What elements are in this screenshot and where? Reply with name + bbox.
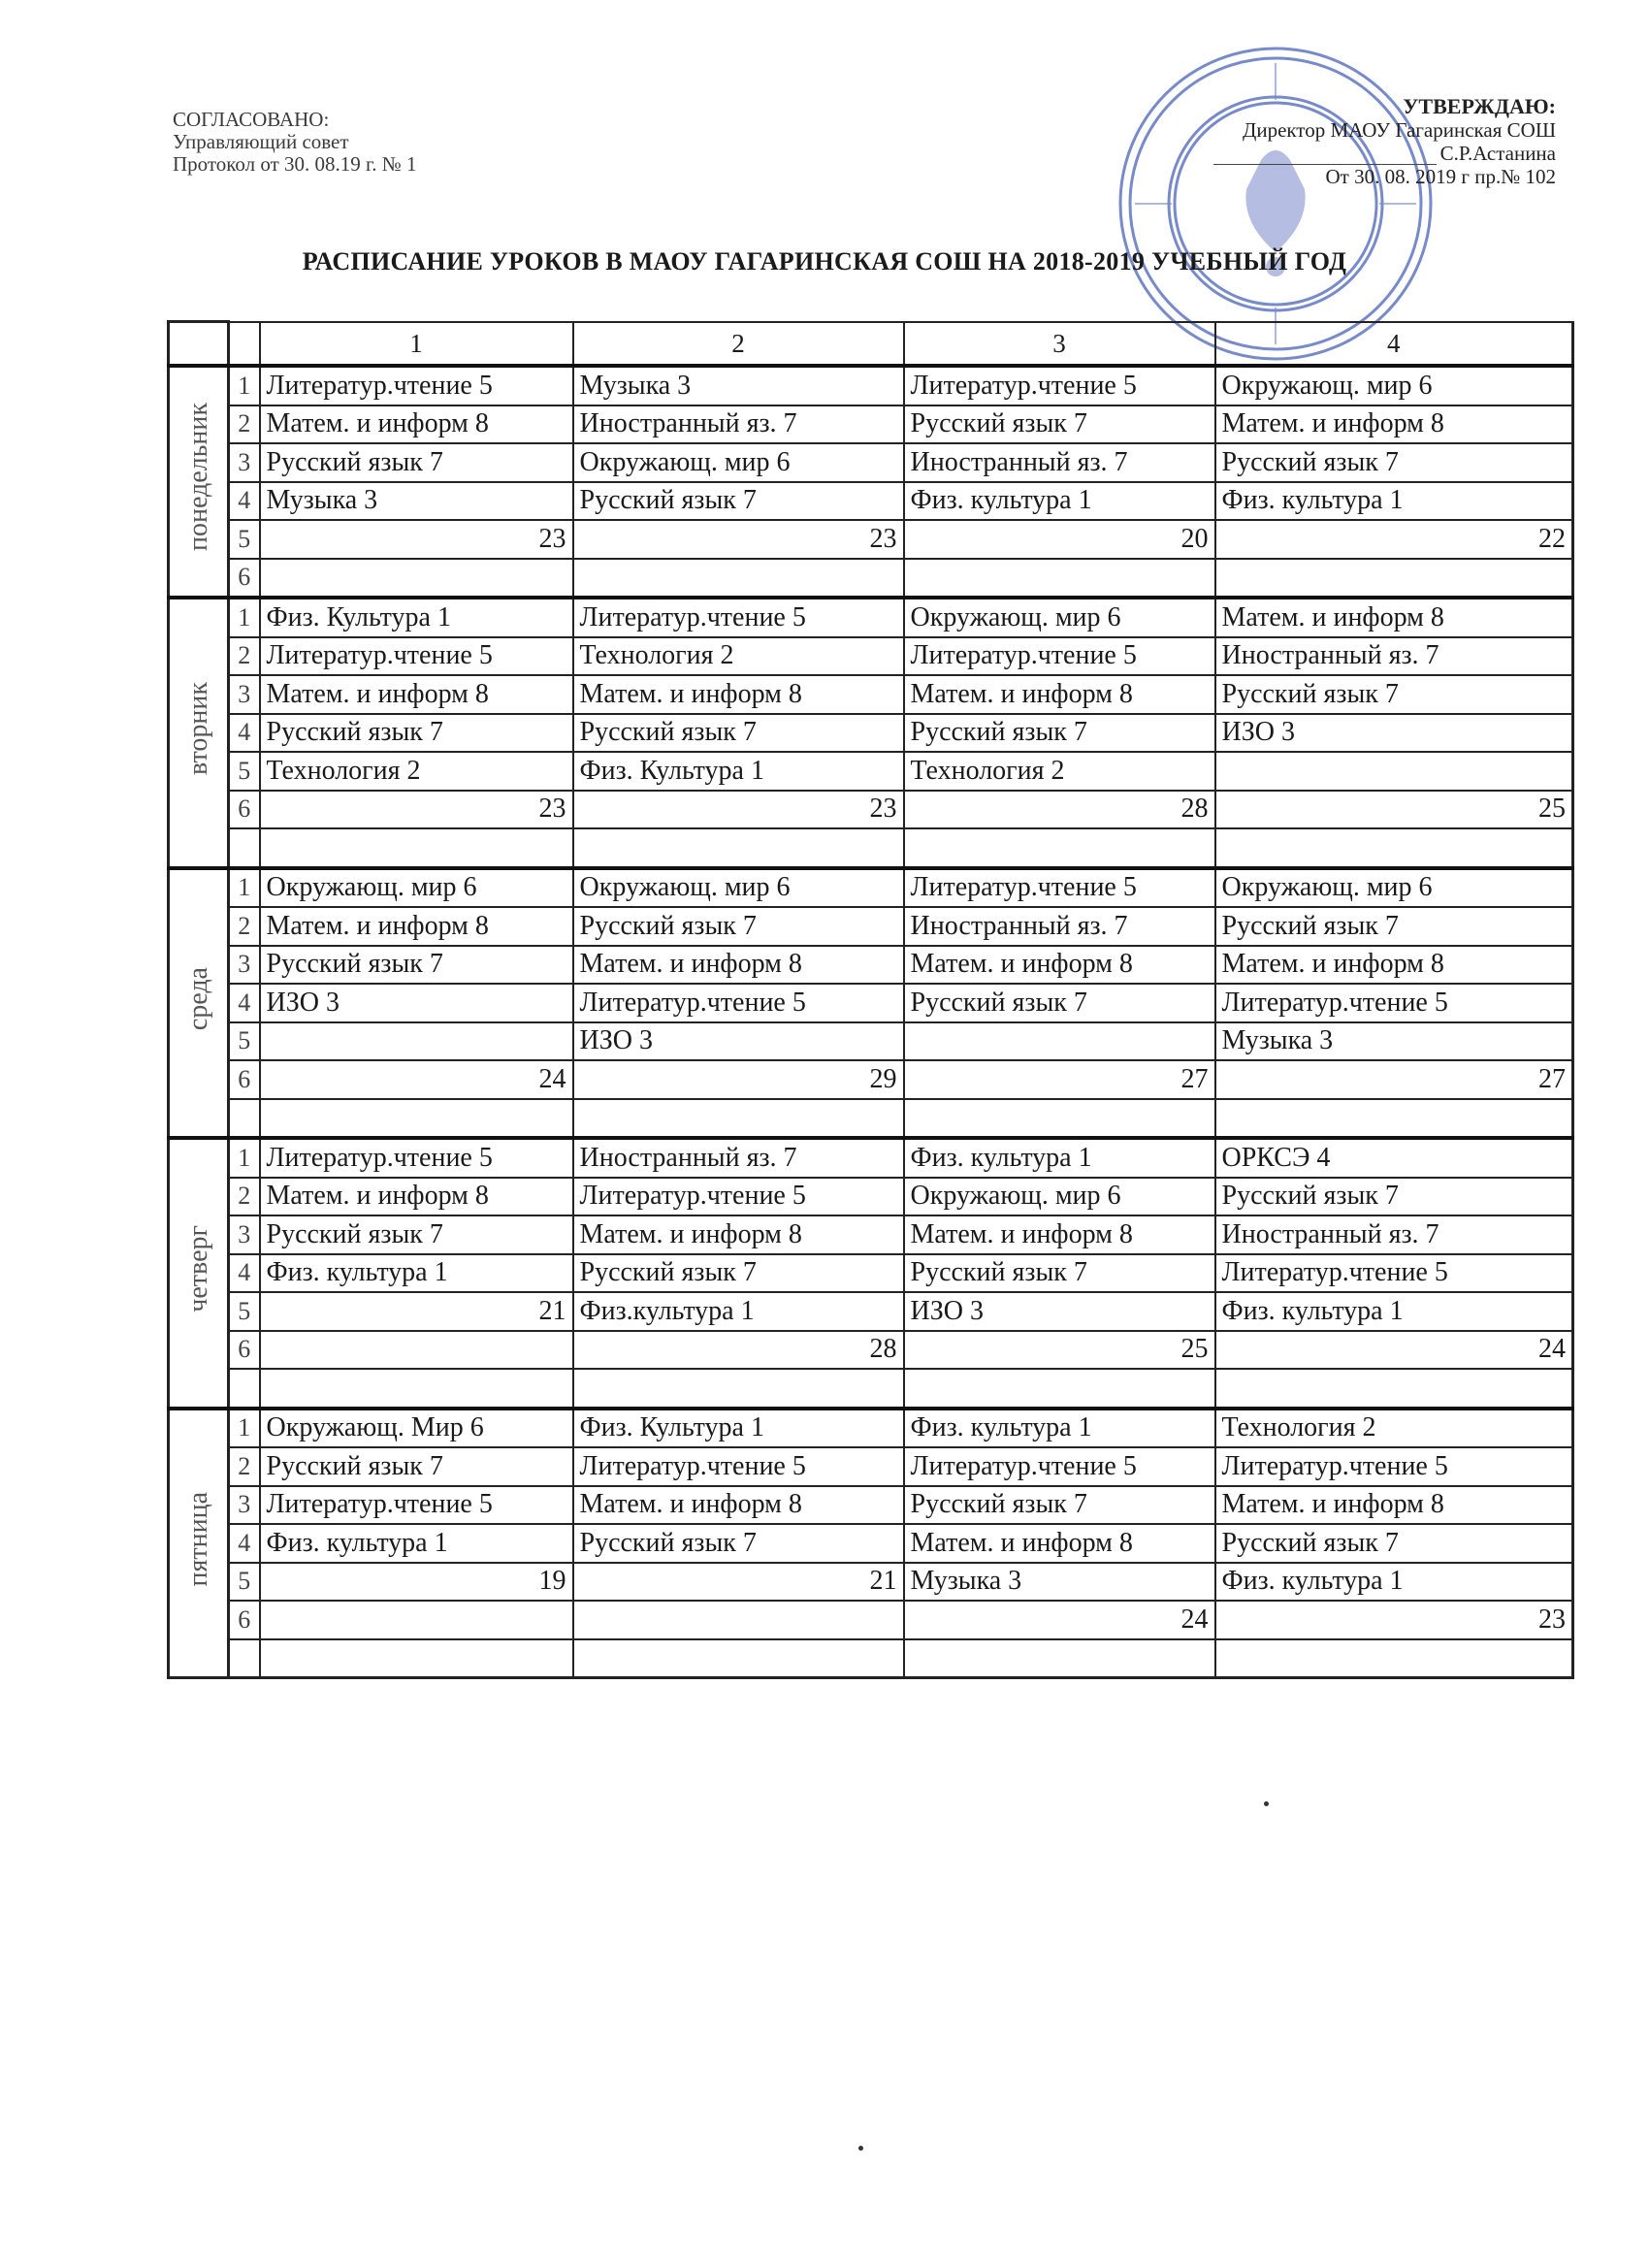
lesson-cell	[260, 1331, 573, 1370]
lesson-cell: Окружающ. мир 6	[260, 868, 573, 908]
lesson-cell: Матем. и информ 8	[1215, 598, 1573, 637]
lesson-number: 6	[229, 1331, 260, 1370]
weekly-load-total: 23	[260, 520, 573, 559]
lesson-number: 2	[229, 405, 260, 444]
lesson-cell: ИЗО 3	[904, 1292, 1215, 1331]
lesson-number	[229, 1369, 260, 1409]
lesson-cell: Русский язык 7	[260, 1447, 573, 1486]
lesson-cell: Окружающ. мир 6	[573, 868, 904, 908]
lesson-cell: Окружающ. мир 6	[1215, 366, 1573, 405]
schedule-row	[169, 598, 1573, 637]
lesson-cell: Матем. и информ 8	[904, 675, 1215, 714]
lesson-cell: Иностранный яз. 7	[573, 405, 904, 444]
lesson-cell: Русский язык 7	[573, 1254, 904, 1293]
lesson-cell: Литератур.чтение 5	[904, 366, 1215, 405]
lesson-cell: Литератур.чтение 5	[904, 637, 1215, 676]
lesson-cell: Русский язык 7	[260, 443, 573, 482]
lesson-cell: Русский язык 7	[904, 984, 1215, 1022]
lesson-cell: Физ. культура 1	[260, 1254, 573, 1293]
lesson-number: 4	[229, 482, 260, 521]
lesson-number: 1	[229, 366, 260, 405]
lesson-cell: Музыка 3	[260, 482, 573, 521]
lesson-cell: Иностранный яз. 7	[904, 443, 1215, 482]
schedule-row	[169, 1292, 1573, 1331]
agreement-title: СОГЛАСОВАНО:	[173, 108, 330, 131]
lesson-cell	[573, 1639, 904, 1678]
lesson-cell	[260, 1099, 573, 1139]
schedule-row	[169, 714, 1573, 753]
schedule-row	[169, 1563, 1573, 1602]
weekly-load-total: 22	[1215, 520, 1573, 559]
lesson-cell: Литератур.чтение 5	[904, 1447, 1215, 1486]
lesson-cell: Литератур.чтение 5	[1215, 1254, 1573, 1293]
lesson-cell: Матем. и информ 8	[1215, 1486, 1573, 1525]
column-header: 2	[573, 322, 904, 367]
schedule-row	[169, 868, 1573, 908]
lesson-cell: Русский язык 7	[573, 1524, 904, 1563]
schedule-row	[169, 482, 1573, 521]
lesson-number: 6	[229, 1060, 260, 1099]
lesson-cell: Окружающ. мир 6	[904, 598, 1215, 637]
lesson-number	[229, 1639, 260, 1678]
lesson-cell: Технология 2	[260, 752, 573, 791]
lesson-number: 2	[229, 637, 260, 676]
lesson-cell: Матем. и информ 8	[260, 1178, 573, 1216]
lesson-cell: Русский язык 7	[260, 946, 573, 985]
lesson-number: 1	[229, 1409, 260, 1448]
lesson-cell	[573, 1099, 904, 1139]
lesson-cell: Литератур.чтение 5	[260, 1486, 573, 1525]
schedule-row	[169, 1486, 1573, 1525]
weekly-load-total: 27	[1215, 1060, 1573, 1099]
lesson-cell: Русский язык 7	[1215, 675, 1573, 714]
lesson-cell: Матем. и информ 8	[1215, 405, 1573, 444]
schedule-row	[169, 1138, 1573, 1178]
schedule-row	[169, 1215, 1573, 1254]
lesson-cell	[260, 828, 573, 868]
schedule-row	[169, 984, 1573, 1022]
lesson-cell: Музыка 3	[573, 366, 904, 405]
page-title: РАСПИСАНИЕ УРОКОВ В МАОУ ГАГАРИНСКАЯ СОШ НА 2018-2019 УЧЕБНЫЙ ГОД	[302, 247, 1347, 275]
lesson-cell: Технология 2	[1215, 1409, 1573, 1448]
lesson-cell	[904, 1369, 1215, 1409]
lesson-cell: Физ. Культура 1	[260, 598, 573, 637]
day-label-cell	[169, 598, 229, 868]
schedule-row	[169, 443, 1573, 482]
approval-title: УТВЕРЖДАЮ:	[1403, 94, 1556, 118]
weekly-load-total: 24	[904, 1601, 1215, 1639]
lesson-cell: Физ. культура 1	[904, 1138, 1215, 1178]
lesson-cell: Иностранный яз. 7	[904, 907, 1215, 946]
lesson-cell: Литератур.чтение 5	[573, 1447, 904, 1486]
lesson-cell: Матем. и информ 8	[904, 946, 1215, 985]
lesson-cell	[1215, 752, 1573, 791]
lesson-number: 4	[229, 1524, 260, 1563]
lesson-cell: Физ. культура 1	[1215, 1563, 1573, 1602]
weekly-load-total: 20	[904, 520, 1215, 559]
schedule-row	[169, 637, 1573, 676]
lesson-cell	[573, 828, 904, 868]
lesson-cell	[1215, 1639, 1573, 1678]
day-label-cell	[169, 366, 229, 598]
weekly-load-total: 21	[573, 1563, 904, 1602]
lesson-cell: ОРКСЭ 4	[1215, 1138, 1573, 1178]
lesson-cell: Литератур.чтение 5	[260, 637, 573, 676]
lesson-number: 3	[229, 1486, 260, 1525]
approval-block	[1148, 95, 1556, 188]
lesson-cell	[1215, 1099, 1573, 1139]
lesson-cell: Матем. и информ 8	[573, 1486, 904, 1525]
schedule-row	[169, 675, 1573, 714]
column-header: 4	[1215, 322, 1573, 367]
weekly-load-total: 24	[260, 1060, 573, 1099]
schedule-row	[169, 1447, 1573, 1486]
lesson-number: 2	[229, 1178, 260, 1216]
lesson-cell: Физ. Культура 1	[573, 1409, 904, 1448]
lesson-cell: Музыка 3	[1215, 1022, 1573, 1061]
schedule-row	[169, 1601, 1573, 1639]
schedule-row	[169, 1178, 1573, 1216]
schedule-row	[169, 366, 1573, 405]
lesson-number: 5	[229, 752, 260, 791]
schedule-table	[167, 320, 1574, 1679]
day-label: понедельник	[182, 403, 213, 552]
lesson-number: 3	[229, 443, 260, 482]
lesson-number: 1	[229, 598, 260, 637]
lesson-number	[229, 828, 260, 868]
lesson-cell: Литератур.чтение 5	[573, 598, 904, 637]
lesson-number: 4	[229, 714, 260, 753]
lesson-cell: Физ. культура 1	[904, 482, 1215, 521]
schedule-row	[169, 946, 1573, 985]
corner-cell	[169, 322, 229, 367]
lesson-cell: Физ. Культура 1	[573, 752, 904, 791]
schedule-row	[169, 752, 1573, 791]
lesson-cell: Русский язык 7	[904, 1254, 1215, 1293]
lesson-cell: Русский язык 7	[1215, 1524, 1573, 1563]
lesson-number: 2	[229, 907, 260, 946]
lesson-number: 1	[229, 1138, 260, 1178]
lesson-number: 3	[229, 946, 260, 985]
lesson-cell: Матем. и информ 8	[260, 405, 573, 444]
lesson-number: 3	[229, 1215, 260, 1254]
lesson-cell: ИЗО 3	[260, 984, 573, 1022]
lesson-cell: Физ. культура 1	[1215, 482, 1573, 521]
lesson-cell	[904, 828, 1215, 868]
lesson-cell: Окружающ. мир 6	[904, 1178, 1215, 1216]
lesson-cell: Русский язык 7	[1215, 907, 1573, 946]
lesson-cell: ИЗО 3	[573, 1022, 904, 1061]
lesson-cell: Иностранный яз. 7	[573, 1138, 904, 1178]
lesson-cell: Русский язык 7	[573, 714, 904, 753]
weekly-load-total: 21	[260, 1292, 573, 1331]
lesson-cell: Иностранный яз. 7	[1215, 637, 1573, 676]
schedule-row	[169, 1639, 1573, 1678]
schedule-row	[169, 1331, 1573, 1370]
lesson-cell: Литератур.чтение 5	[573, 1178, 904, 1216]
column-header: 3	[904, 322, 1215, 367]
lesson-number: 5	[229, 1022, 260, 1061]
lesson-cell	[1215, 1369, 1573, 1409]
schedule-body	[169, 322, 1573, 1678]
lesson-number: 4	[229, 1254, 260, 1293]
lesson-cell	[260, 1022, 573, 1061]
weekly-load-total: 28	[573, 1331, 904, 1370]
schedule-row	[169, 1369, 1573, 1409]
lesson-cell: Музыка 3	[904, 1563, 1215, 1602]
day-label: пятница	[182, 1491, 213, 1586]
lesson-cell: Иностранный яз. 7	[1215, 1215, 1573, 1254]
lesson-cell: Литератур.чтение 5	[1215, 1447, 1573, 1486]
schedule-row	[169, 559, 1573, 599]
approval-director: Директор МАОУ Гагаринская СОШ	[1243, 118, 1556, 142]
lesson-cell	[904, 1022, 1215, 1061]
lesson-number: 6	[229, 1601, 260, 1639]
lesson-cell: Русский язык 7	[260, 1215, 573, 1254]
schedule-row	[169, 405, 1573, 444]
approval-signer: С.Р.Астанина	[1439, 142, 1556, 165]
column-header: 1	[260, 322, 573, 367]
approval-signature-line	[1148, 142, 1556, 165]
schedule-row	[169, 828, 1573, 868]
day-label: среда	[182, 966, 213, 1030]
schedule-row	[169, 1254, 1573, 1293]
lesson-cell	[260, 1369, 573, 1409]
lesson-cell	[260, 1601, 573, 1639]
lesson-cell: Матем. и информ 8	[573, 1215, 904, 1254]
lesson-cell: Литератур.чтение 5	[1215, 984, 1573, 1022]
approval-order: От 30. 08. 2019 г пр.№ 102	[1325, 165, 1556, 188]
day-label: вторник	[182, 681, 213, 775]
lesson-cell: Русский язык 7	[1215, 1178, 1573, 1216]
schedule-row	[169, 1022, 1573, 1061]
lesson-cell	[1215, 828, 1573, 868]
weekly-load-total: 25	[904, 1331, 1215, 1370]
weekly-load-total: 27	[904, 1060, 1215, 1099]
lesson-cell: Окружающ. Мир 6	[260, 1409, 573, 1448]
schedule-row	[169, 1524, 1573, 1563]
lesson-cell: Литератур.чтение 5	[260, 366, 573, 405]
schedule-row	[169, 1060, 1573, 1099]
weekly-load-total: 24	[1215, 1331, 1573, 1370]
weekly-load-total: 25	[1215, 791, 1573, 829]
lesson-cell: Русский язык 7	[573, 907, 904, 946]
day-label: четверг	[182, 1224, 213, 1312]
lesson-cell: Матем. и информ 8	[904, 1524, 1215, 1563]
schedule-row	[169, 791, 1573, 829]
lesson-cell: Русский язык 7	[1215, 443, 1573, 482]
lesson-number: 6	[229, 791, 260, 829]
lesson-cell	[904, 1099, 1215, 1139]
lesson-cell: Русский язык 7	[904, 405, 1215, 444]
day-label-cell	[169, 1409, 229, 1678]
agreement-protocol: Протокол от 30. 08.19 г. № 1	[173, 152, 417, 176]
weekly-load-total: 23	[573, 520, 904, 559]
weekly-load-total: 29	[573, 1060, 904, 1099]
lesson-cell: Матем. и информ 8	[1215, 946, 1573, 985]
schedule-row	[169, 907, 1573, 946]
lesson-cell: Матем. и информ 8	[904, 1215, 1215, 1254]
ink-speck	[1264, 1801, 1269, 1806]
lesson-cell: Русский язык 7	[260, 714, 573, 753]
day-label-cell	[169, 1138, 229, 1409]
weekly-load-total: 23	[260, 791, 573, 829]
weekly-load-total: 19	[260, 1563, 573, 1602]
lesson-number: 5	[229, 1292, 260, 1331]
lesson-cell: Матем. и информ 8	[260, 907, 573, 946]
school-seal-stamp	[1116, 44, 1436, 364]
lesson-cell: Физ. культура 1	[1215, 1292, 1573, 1331]
lesson-number	[229, 1099, 260, 1139]
ink-speck	[858, 2146, 863, 2151]
agreement-council: Управляющий совет	[173, 130, 349, 153]
lesson-number: 4	[229, 984, 260, 1022]
lesson-cell	[260, 1639, 573, 1678]
column-header-row	[169, 322, 1573, 367]
lesson-cell: Физ. культура 1	[904, 1409, 1215, 1448]
lesson-cell: Окружающ. мир 6	[573, 443, 904, 482]
lesson-number: 6	[229, 559, 260, 599]
day-label-cell	[169, 868, 229, 1139]
weekly-load-total: 23	[573, 791, 904, 829]
lesson-cell: Технология 2	[573, 637, 904, 676]
lesson-number: 3	[229, 675, 260, 714]
lesson-number: 5	[229, 520, 260, 559]
signature-underline	[1213, 146, 1437, 165]
lesson-cell: Русский язык 7	[573, 482, 904, 521]
lesson-cell: Матем. и информ 8	[260, 675, 573, 714]
weekly-load-total: 23	[1215, 1601, 1573, 1639]
lesson-cell	[904, 559, 1215, 599]
lesson-number: 5	[229, 1563, 260, 1602]
corner-num-cell	[229, 322, 260, 367]
lesson-cell	[573, 559, 904, 599]
lesson-cell	[904, 1639, 1215, 1678]
lesson-cell	[260, 559, 573, 599]
lesson-cell: Литератур.чтение 5	[904, 868, 1215, 908]
lesson-cell: Физ.культура 1	[573, 1292, 904, 1331]
lesson-cell	[1215, 559, 1573, 599]
lesson-cell: Русский язык 7	[904, 1486, 1215, 1525]
lesson-cell	[573, 1369, 904, 1409]
lesson-cell: Технология 2	[904, 752, 1215, 791]
lesson-cell: Окружающ. мир 6	[1215, 868, 1573, 908]
schedule-row	[169, 520, 1573, 559]
lesson-cell: Литератур.чтение 5	[260, 1138, 573, 1178]
schedule-row	[169, 1099, 1573, 1139]
lesson-cell	[573, 1601, 904, 1639]
lesson-cell: ИЗО 3	[1215, 714, 1573, 753]
lesson-number: 2	[229, 1447, 260, 1486]
lesson-cell: Физ. культура 1	[260, 1524, 573, 1563]
lesson-cell: Матем. и информ 8	[573, 675, 904, 714]
lesson-cell: Матем. и информ 8	[573, 946, 904, 985]
lesson-cell: Литератур.чтение 5	[573, 984, 904, 1022]
schedule-row	[169, 1409, 1573, 1448]
lesson-cell: Русский язык 7	[904, 714, 1215, 753]
weekly-load-total: 28	[904, 791, 1215, 829]
agreement-block	[173, 109, 417, 176]
lesson-number: 1	[229, 868, 260, 908]
